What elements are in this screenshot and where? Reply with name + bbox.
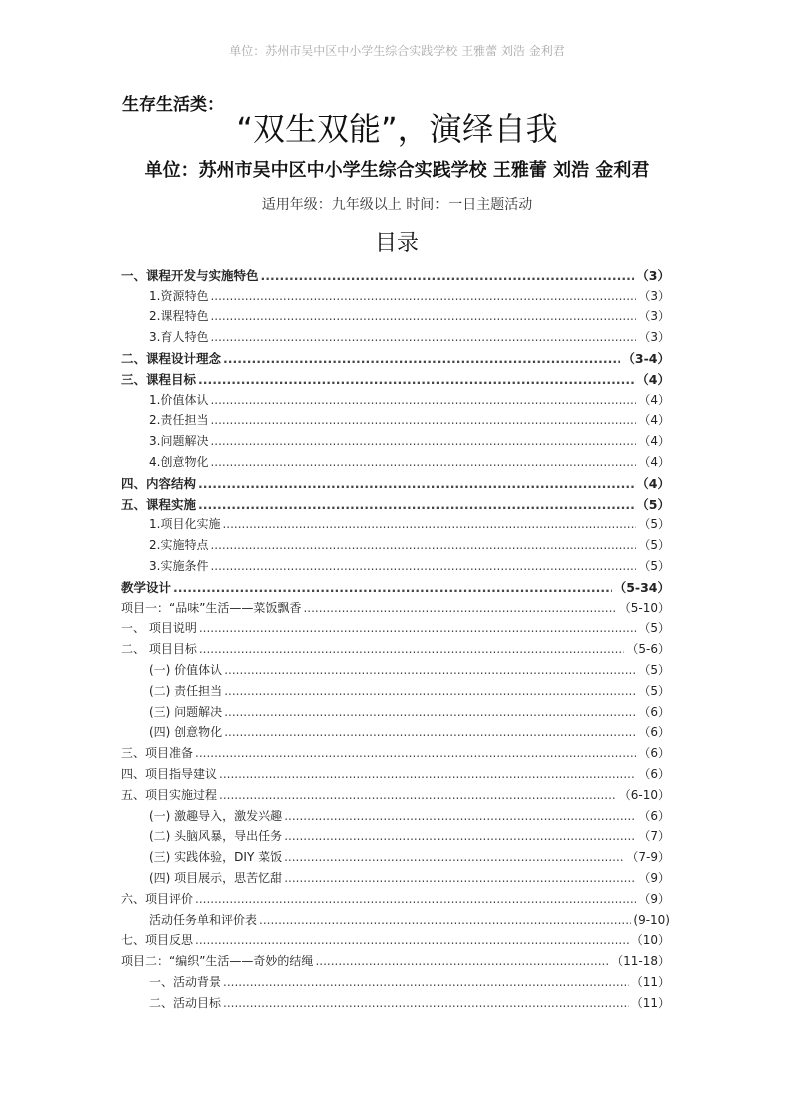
toc-dot-leader <box>261 268 635 283</box>
toc-entry-page: （6） <box>638 704 670 719</box>
toc-dot-leader <box>222 517 636 532</box>
toc-dot-leader <box>210 559 636 574</box>
toc-entry-label: (二) 头脑风暴，导出任务 <box>149 829 283 844</box>
toc-dot-leader <box>199 642 625 657</box>
toc-entry-page: （5） <box>638 662 670 677</box>
toc-entry[interactable] <box>121 532 670 553</box>
toc-dot-leader <box>284 871 636 886</box>
toc-entry[interactable] <box>121 428 670 449</box>
toc-dot-leader <box>198 372 634 387</box>
toc-entry-label: 1.资源特色 <box>149 288 209 303</box>
toc-entry-page: （7-9） <box>626 850 670 865</box>
toc-entry-label: (四) 创意物化 <box>149 725 223 740</box>
toc-entry-label: (一) 激趣导入，激发兴趣 <box>149 808 283 823</box>
toc-dot-leader <box>195 892 636 907</box>
toc-entry[interactable] <box>121 345 670 366</box>
toc-dot-leader <box>224 725 636 740</box>
toc-entry[interactable] <box>121 928 670 949</box>
toc-entry-label: 2.课程特色 <box>149 309 209 324</box>
toc-entry-page: （4） <box>636 475 670 491</box>
toc-entry-page: （5-6） <box>626 642 670 657</box>
toc-entry-page: （5-34） <box>613 579 670 595</box>
toc-entry[interactable] <box>121 636 670 657</box>
toc-entry-page: （5-10） <box>618 600 670 615</box>
toc-entry-page: （3） <box>638 309 670 324</box>
toc-entry[interactable] <box>121 824 670 845</box>
toc-entry-label: (四) 项目展示，思苦忆甜 <box>149 870 283 885</box>
toc-entry[interactable] <box>121 720 670 741</box>
toc-entry-label: 二、课程设计理念 <box>121 350 222 366</box>
toc-entry-label: 三、项目准备 <box>121 746 194 761</box>
toc-entry[interactable] <box>121 553 670 574</box>
toc-entry[interactable] <box>121 574 670 595</box>
toc-dot-leader <box>315 954 609 969</box>
toc-entry-label: 四、项目指导建议 <box>121 766 218 781</box>
toc-dot-leader <box>223 351 620 366</box>
toc-entry-page: （5） <box>636 496 670 512</box>
toc-entry-label: 一、课程开发与实施特色 <box>121 267 259 283</box>
toc-entry-label: 五、项目实施过程 <box>121 787 218 802</box>
toc-entry[interactable] <box>121 907 670 928</box>
toc-dot-leader <box>259 913 631 928</box>
toc-entry-page: （3） <box>636 267 670 283</box>
toc-entry-label: (三) 实践体验，DIY 菜饭 <box>149 850 283 865</box>
toc-entry-page: （5） <box>638 621 670 636</box>
toc-entry[interactable] <box>121 616 670 637</box>
toc-entry-label: (三) 问题解决 <box>149 704 223 719</box>
toc-entry[interactable] <box>121 699 670 720</box>
toc-entry-page: （6） <box>638 808 670 823</box>
toc-entry[interactable] <box>121 782 670 803</box>
toc-dot-leader <box>223 996 629 1011</box>
toc-entry-page: （9） <box>638 891 670 906</box>
toc-entry-page: （3） <box>638 330 670 345</box>
toc-entry-page: （11） <box>630 974 670 989</box>
toc-entry[interactable] <box>121 948 670 969</box>
toc-entry-page: （7） <box>638 829 670 844</box>
toc-entry[interactable] <box>121 969 670 990</box>
toc-entry[interactable] <box>121 491 670 512</box>
toc-entry-label: 3.实施条件 <box>149 558 209 573</box>
toc-entry-page: （10） <box>630 933 670 948</box>
toc-dot-leader <box>198 476 634 491</box>
toc-entry[interactable] <box>121 865 670 886</box>
toc-entry-label: 教学设计 <box>121 579 172 595</box>
toc-entry[interactable] <box>121 283 670 304</box>
toc-dot-leader <box>195 746 636 761</box>
toc-entry-label: 1.项目化实施 <box>149 517 221 532</box>
toc-entry-page: （4） <box>638 454 670 469</box>
toc-dot-leader <box>210 393 636 408</box>
toc-dot-leader <box>219 767 636 782</box>
grade-time-line: 适用年级：九年级以上 时间：一日主题活动 <box>261 197 533 213</box>
toc-dot-leader <box>210 434 636 449</box>
toc-dot-leader <box>284 850 624 865</box>
toc-entry-label: (一) 价值体认 <box>149 662 223 677</box>
toc-entry-label: 四、内容结构 <box>121 475 197 491</box>
page-title: “双生双能”，演绎自我 <box>236 110 558 148</box>
toc-dot-leader <box>303 601 616 616</box>
toc-entry-page: （6-10） <box>618 787 670 802</box>
toc-entry[interactable] <box>121 761 670 782</box>
toc-entry[interactable] <box>121 324 670 345</box>
toc-entry-label: 五、课程实施 <box>121 496 197 512</box>
toc-entry-label: 三、课程目标 <box>121 371 197 387</box>
toc-entry-label: 1.价值体认 <box>149 392 209 407</box>
toc-dot-leader <box>284 809 636 824</box>
unit-line: 单位：苏州市吴中区中小学生综合实践学校 王雅蕾 刘浩 金利君 <box>144 160 650 181</box>
toc-entry[interactable] <box>121 657 670 678</box>
toc-entry-page: （5） <box>638 538 670 553</box>
toc-dot-leader <box>224 705 636 720</box>
toc-entry[interactable] <box>121 470 670 491</box>
toc-entry[interactable] <box>121 678 670 699</box>
toc-entry[interactable] <box>121 408 670 429</box>
toc-entry[interactable] <box>121 844 670 865</box>
toc-entry[interactable] <box>121 387 670 408</box>
toc-entry[interactable] <box>121 449 670 470</box>
toc-dot-leader <box>210 413 636 428</box>
table-of-contents <box>121 262 670 1011</box>
toc-entry-page: (9-10) <box>633 912 670 927</box>
toc-dot-leader <box>223 975 629 990</box>
toc-entry-label: (二) 责任担当 <box>149 683 223 698</box>
toc-entry[interactable] <box>121 595 670 616</box>
toc-entry-page: （3-4） <box>622 350 670 366</box>
toc-dot-leader <box>224 663 636 678</box>
toc-dot-leader <box>210 309 636 324</box>
toc-dot-leader <box>210 289 636 304</box>
toc-entry[interactable] <box>121 990 670 1011</box>
toc-entry[interactable] <box>121 304 670 325</box>
toc-entry-label: 3.育人特色 <box>149 330 209 345</box>
toc-entry-page: （4） <box>638 413 670 428</box>
toc-entry-label: 项目一：“品味”生活——菜饭飘香 <box>121 600 302 615</box>
toc-entry-page: （5） <box>638 517 670 532</box>
toc-entry-page: （5） <box>638 683 670 698</box>
toc-entry[interactable] <box>121 740 670 761</box>
toc-dot-leader <box>219 788 617 803</box>
toc-entry-label: 七、项目反思 <box>121 933 194 948</box>
toc-entry-label: 一、 项目说明 <box>121 621 197 636</box>
toc-entry-label: 2.实施特点 <box>149 538 209 553</box>
toc-entry-page: （6） <box>638 725 670 740</box>
toc-entry-label: 4.创意物化 <box>149 454 209 469</box>
toc-entry-page: （6） <box>638 766 670 781</box>
toc-entry-page: （4） <box>636 371 670 387</box>
toc-entry-page: （3） <box>638 288 670 303</box>
toc-dot-leader <box>210 330 636 345</box>
toc-dot-leader <box>173 580 612 595</box>
toc-entry-label: 二、 项目目标 <box>121 642 197 657</box>
toc-entry-label: 一、活动背景 <box>149 974 222 989</box>
toc-dot-leader <box>210 538 636 553</box>
toc-dot-leader <box>195 933 629 948</box>
toc-entry-page: （9） <box>638 870 670 885</box>
toc-entry-label: 活动任务单和评价表 <box>149 912 258 927</box>
toc-entry-label: 项目二：“编织”生活——奇妙的结绳 <box>121 954 314 969</box>
toc-entry[interactable] <box>121 366 670 387</box>
toc-entry[interactable] <box>121 512 670 533</box>
toc-entry-label: 二、活动目标 <box>149 995 222 1010</box>
toc-entry-page: （6） <box>638 746 670 761</box>
toc-dot-leader <box>224 684 636 699</box>
toc-dot-leader <box>198 497 634 512</box>
toc-entry-page: （11-18） <box>611 954 670 969</box>
toc-entry[interactable] <box>121 262 670 283</box>
toc-entry-label: 3.问题解决 <box>149 434 209 449</box>
toc-entry-page: （4） <box>638 392 670 407</box>
category-label: 生存生活类： <box>122 95 224 115</box>
toc-heading: 目录 <box>374 231 419 256</box>
toc-dot-leader <box>284 829 636 844</box>
page-header: 单位：苏州市吴中区中小学生综合实践学校 王雅蕾 刘浩 金利君 <box>229 44 565 58</box>
toc-entry-page: （5） <box>638 558 670 573</box>
toc-entry[interactable] <box>121 886 670 907</box>
toc-dot-leader <box>210 455 636 470</box>
toc-entry-page: （4） <box>638 434 670 449</box>
toc-entry-page: （11） <box>630 995 670 1010</box>
toc-entry-label: 六、项目评价 <box>121 891 194 906</box>
toc-entry[interactable] <box>121 803 670 824</box>
toc-dot-leader <box>199 621 637 636</box>
toc-entry-label: 2.责任担当 <box>149 413 209 428</box>
